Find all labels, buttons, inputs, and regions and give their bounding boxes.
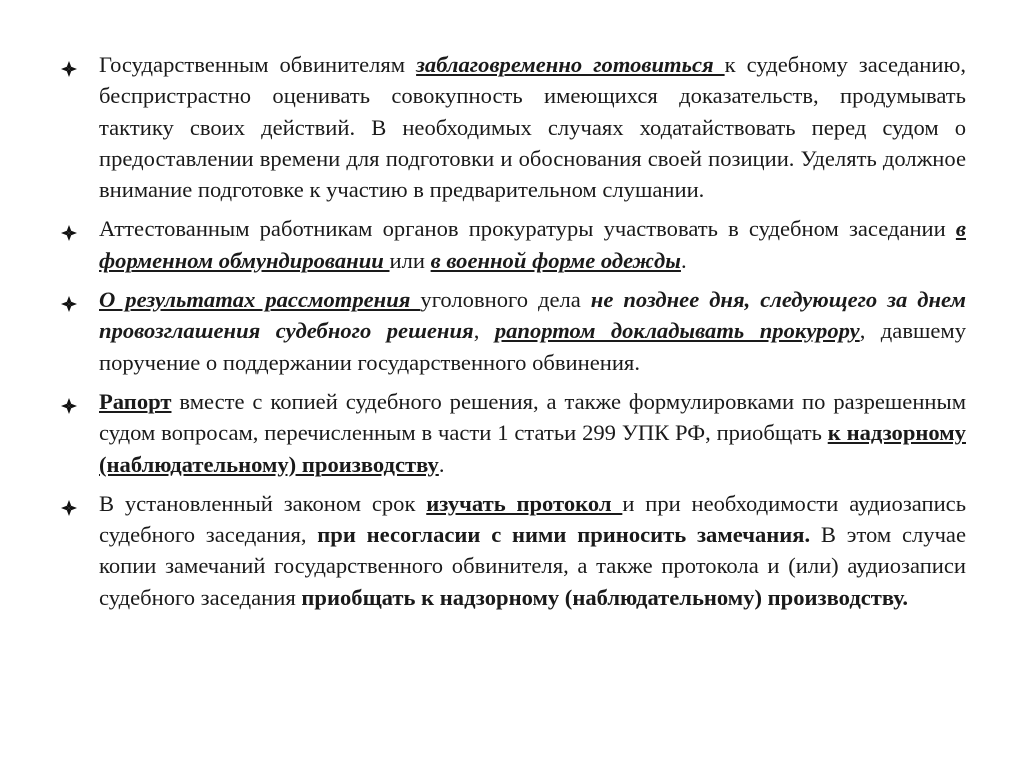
item-text: Аттестованным работникам органов прокуратуры участвовать в судебном заседании в форменном обмундировании или в военной форме одежды. bbox=[99, 216, 966, 273]
item-text: Рапорт вместе с копией судебного решения, а также формулировками по разрешенным судом вопросам, перечисленным в части 1 статьи 299 УПК РФ, приобщать к надзорному (наблюдательному) производству. bbox=[99, 388, 966, 477]
diamond-bullet-icon bbox=[60, 219, 78, 237]
list-item-4 bbox=[60, 386, 966, 480]
diamond-bullet-icon bbox=[60, 55, 78, 73]
item-text: В установленный законом срок изучать протокол и при необходимости аудиозапись судебного заседания, при несогласии с ними приносить замечания. В этом случае копии замечаний государственного обвинителя, а также протокола и (или) аудиозаписи судебного заседания приобщать к надзорному (наблюдательному) производству. bbox=[99, 490, 966, 610]
list-item-3 bbox=[60, 284, 966, 378]
list-item-2 bbox=[60, 213, 966, 276]
item-text: О результатах рассмотрения уголовного дела не позднее дня, следующего за днем провозглашения судебного решения, рапортом докладывать прокурору, давшему поручение о поддержании государственного обвинения. bbox=[99, 287, 967, 375]
list-item-1 bbox=[60, 49, 966, 205]
diamond-bullet-icon bbox=[60, 290, 78, 308]
diamond-bullet-icon bbox=[60, 392, 78, 410]
list-item-5 bbox=[60, 488, 966, 613]
item-text: Государственным обвинителям заблаговременно готовиться к судебному заседанию, беспристрастно оценивать совокупность имеющихся доказательств, продумывать тактику своих действий. В необходимых случаях ходатайствовать перед судом о предоставлении времени для подготовки и обоснования своей позиции. Уделять должное внимание подготовке к участию в предварительном слушании. bbox=[99, 52, 966, 203]
bullet-list bbox=[60, 49, 966, 621]
diamond-bullet-icon bbox=[60, 494, 78, 512]
